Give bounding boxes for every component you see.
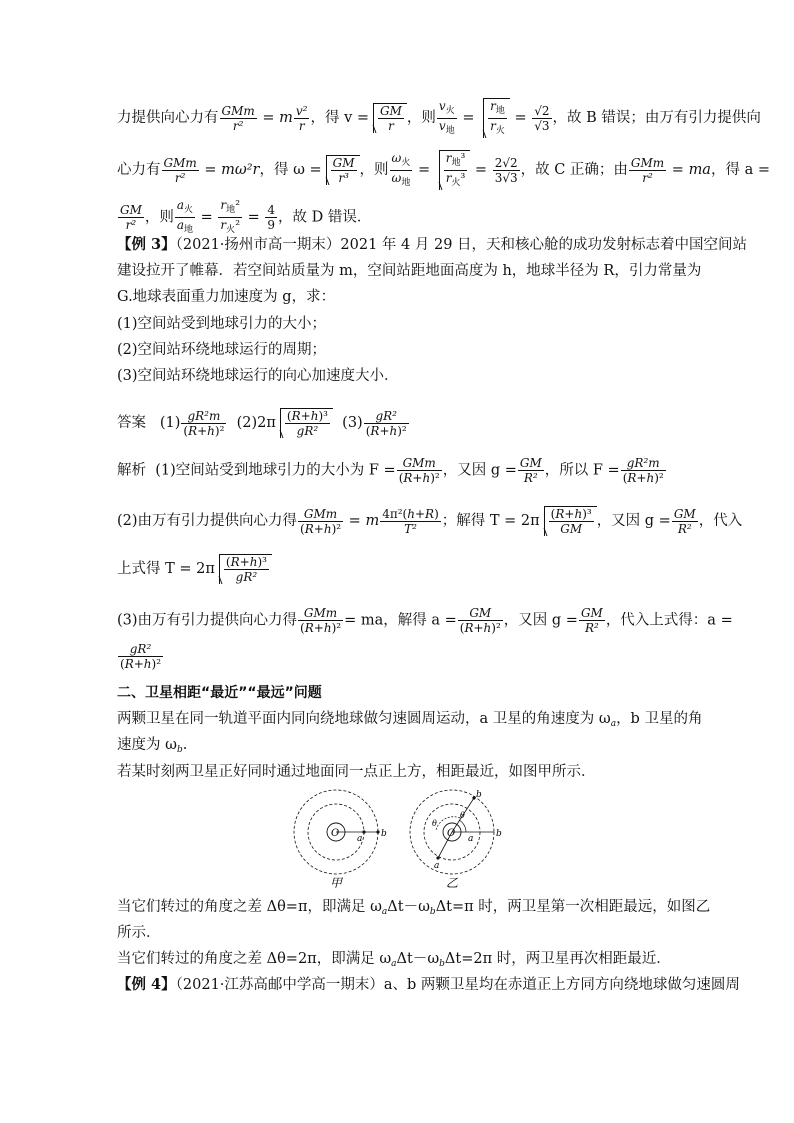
svg-text:b: b <box>496 829 502 839</box>
svg-text:a: a <box>468 834 474 844</box>
question-1: (1)空间站受到地球引力的大小； <box>117 316 327 332</box>
svg-text:b: b <box>381 829 387 839</box>
svg-text:a: a <box>357 834 363 844</box>
paragraph-1: 两颗卫星在同一轨道平面内同向绕地球做匀速圆周运动，a 卫星的角速度为 $\omega_a$，b 卫星的角 <box>117 711 703 729</box>
paragraph-2: 若某时刻两卫星正好同时通过地面同一点正上方，相距最近，如图甲所示． <box>117 764 596 780</box>
example-4-header: 【例 4】（2021·江苏高邮中学高一期末）a、b 两颗卫星均在赤道正上方同方向绕地球做匀速圆周 <box>117 976 740 993</box>
formula-line-1: 力提供向心力有 $\frac{\text{GMm}}{\text{r²}}$ = m $\frac{\text{v²}}{r}$ ，得 v = $\frac{GM}{r}$ ，则 $\frac{v_火}{v_地}$ = $\frac{r_地}{r_火}$ = $\frac{√2}{√3}$ ，故 B 错误；由万有引力提供向 <box>117 98 761 136</box>
solution-part-3: (3)由万有引力提供向心力得 $\frac{\text{GMm}}{\text{(R+h)²}}$ = ma，解得 a = $\frac{GM}{\text{(R+h)²}}$ ，又因 g = $\frac{GM}{\text{R²}}$ ，代入上式得：a = <box>117 606 733 635</box>
solution-part-2-cont: 上式得 T = 2π $\frac{\text{(R+h)³}}{\text{gR²}}$ <box>117 554 272 584</box>
formula-line-2: 心力有 $\frac{\text{GMm}}{\text{r²}}$ = mω²r，得 ω = $\frac{GM}{\text{r³}}$ ，则 $\frac{\omega_火}{\omega_地}$ = $\frac{r_地^3}{r_火^3}$ = $\frac{2√2}{3√3}$ ，故 C 正确；由 $\frac{\text{GMm}}{\text{r²}}$ = ma，得 a = <box>117 150 770 188</box>
figure-label-jia: 甲 <box>330 876 343 888</box>
paragraph-3-cont: 所示． <box>117 925 161 941</box>
svg-text:O: O <box>331 828 340 839</box>
example-3-line-2: 建设拉开了帷幕．若空间站质量为 m，空间站距地面高度为 h，地球半径为 R，引力常量为 <box>117 263 702 279</box>
svg-text:a: a <box>434 861 440 871</box>
figure-jia <box>294 790 387 874</box>
solution-part-1: 解析 (1)空间站受到地球引力的大小为 F = $\frac{\text{GMm}}{\text{(R+h)²}}$ ，又因 g = $\frac{GM}{\text{R²}}$ ，所以 F = $\frac{\text{gR²m}}{\text{(R+h)²}}$ <box>117 456 664 485</box>
paragraph-4: 当它们转过的角度之差 Δθ=2π，即满足 $\omega_a\Delta t-\omega_b\Delta t=2\pi$ 时，两卫星再次相距最近． <box>117 951 671 969</box>
question-3: (3)空间站环绕地球运行的向心加速度大小． <box>117 368 399 384</box>
solution-part-2: (2)由万有引力提供向心力得 $\frac{\text{GMm}}{\text{(R+h)²}}$ = m $\frac{\text{4π²(h+R)}}{\text{T²}}$ ；解得 T = 2π $\frac{\text{(R+h)³}}{GM}$ ，又因 g = $\frac{GM}{\text{R²}}$ ，代入 <box>117 506 743 536</box>
paragraph-1-cont: 速度为 $\omega_b$. <box>117 737 188 755</box>
svg-text:b: b <box>476 790 482 800</box>
orbit-figure <box>290 788 510 888</box>
answer-line: 答案 (1) $\frac{\text{gR²m}}{\text{(R+h)²}}$ (2)2π $\frac{\text{(R+h)³}}{\text{gR²}}$ (3) $\frac{\text{gR²}}{\text{(R+h)²}}$ <box>117 408 407 438</box>
example-3-line-3: G.地球表面重力加速度为 g，求： <box>117 289 336 305</box>
svg-text:O: O <box>447 828 456 839</box>
section-heading: 二、卫星相距“最近”“最远”问题 <box>117 685 322 701</box>
paragraph-3: 当它们转过的角度之差 Δθ=π，即满足 $\omega_a\Delta t-\omega_b\Delta t=\pi$ 时，两卫星第一次相距最远，如图乙 <box>117 899 711 917</box>
formula-line-3: $\frac{GM}{\text{r²}}$ ，则 $\frac{a_火}{a_地}$ = $\frac{r_地^2}{r_火^2}$ = $\frac{4}{9}$ ，故 D 错误． <box>120 198 372 235</box>
svg-text:θ: θ <box>432 819 437 828</box>
svg-text:θ: θ <box>460 811 465 820</box>
figure-yi <box>410 790 502 874</box>
figure-label-yi: 乙 <box>446 876 459 888</box>
solution-part-3-result: $\frac{\text{gR²}}{\text{(R+h)²}}$ <box>120 642 162 671</box>
question-2: (2)空间站环绕地球运行的周期； <box>117 342 327 358</box>
example-3-header: 【例 3】（2021·扬州市高一期末）2021 年 4 月 29 日，天和核心舱的成功发射标志着中国空间站 <box>117 236 748 253</box>
